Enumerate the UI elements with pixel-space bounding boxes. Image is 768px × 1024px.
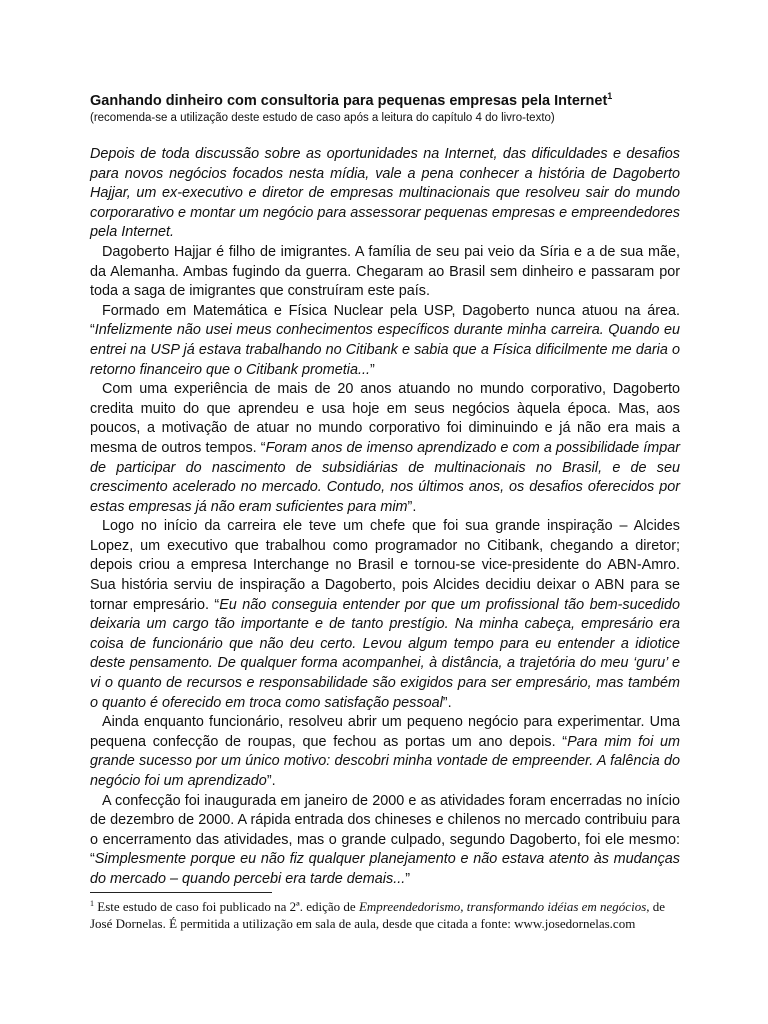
paragraph-4-quote: Eu não conseguia entender por que um profissional tão bem-sucedido deixaria um cargo tão importante e de tanto prestígio. Na minha cabeça, empresário era coisa de funcionário que não deu certo. Levou algum tempo para eu entender a idiotice deste pensamento. De qualquer forma acompanhei, à distância, a trajetória do meu ‘guru’ e vi o quanto de recursos e responsabilidade são exigidos para ser empresário, mas também o quanto é oferecido em troca como satisfação pessoal: [90, 596, 680, 711]
paragraph-4-text: Logo no início da carreira ele teve um chefe que foi sua grande inspiração – Alcides Lopez, um executivo que trabalhou como programador no Citibank, chegando a diretor; depois criou a empresa Interchange no Brasil e tornou-se vice-presidente do ABN-Amro. Sua história serviu de inspiração a Dagoberto, pois Alcides decidiu deixar o ABN para se tornar empresário. “: [90, 518, 680, 613]
paragraph-1: Dagoberto Hajjar é filho de imigrantes. A família de seu pai veio da Síria e a de sua mãe, da Alemanha. Ambas fugindo da guerra. Chegaram ao Brasil sem dinheiro e passaram por toda a saga de imigrantes que construíram este país.: [90, 243, 680, 300]
title-text: Ganhando dinheiro com consultoria para pequenas empresas pela Internet: [90, 93, 608, 109]
paragraph-5-text: Ainda enquanto funcionário, resolveu abrir um pequeno negócio para experimentar. Uma pequena confecção de roupas, que fechou as portas um ano depois. “: [90, 714, 680, 750]
document-title: [90, 92, 680, 110]
footnote: [90, 898, 690, 932]
paragraph-3: [90, 380, 680, 517]
document-subtitle: (recomenda-se a utilização deste estudo de caso após a leitura do capítulo 4 do livro-texto): [90, 112, 555, 124]
footnote-divider: [90, 892, 272, 893]
paragraph-2: [90, 302, 680, 380]
paragraph-3-quote: Foram anos de imenso aprendizado e com a possibilidade ímpar de participar do nascimento de subsidiárias de multinacionais no Brasil, e de seu crescimento acelerado no mercado. Contudo, nos últimos anos, os desafios oferecidos por estas empresas já não eram suficientes para mim: [90, 439, 681, 515]
paragraph-5-quote: Para mim foi um grande sucesso por um único motivo: descobri minha vontade de empreender. A falência do negócio foi um aprendizado: [90, 733, 680, 789]
footnote-book-title: Empreendedorismo, transformando idéias em negócios: [358, 899, 647, 914]
paragraph-5: [90, 713, 680, 791]
title-footnote-ref: 1: [607, 91, 613, 101]
paragraph-2-text: Formado em Matemática e Física Nuclear pela USP, Dagoberto nunca atuou na área. “: [90, 302, 680, 339]
paragraph-4-end: ”.: [442, 694, 452, 711]
footnote-text-before: Este estudo de caso foi publicado na 2ª. edição de: [94, 899, 359, 914]
document-page: [90, 92, 680, 890]
paragraph-6-end: ”: [405, 870, 410, 887]
paragraph-4: [90, 517, 680, 713]
paragraph-3-end: ”.: [407, 498, 417, 515]
paragraph-5-end: ”.: [266, 773, 276, 789]
footnote-text-after: , de José Dornelas. É permitida a utilização em sala de aula, desde que citada a fonte: www.josedornelas.com: [90, 899, 666, 931]
footnote-number: 1: [90, 899, 94, 908]
paragraph-6: [90, 792, 680, 890]
document-body: [90, 145, 680, 890]
paragraph-6-quote: Simplesmente porque eu não fiz qualquer planejamento e não estava atento às mudanças do mercado – quando percebi era tarde demais...: [90, 851, 680, 887]
paragraph-3-text: Com uma experiência de mais de 20 anos atuando no mundo corporativo, Dagoberto credita muito do que aprendeu e usa hoje em seus negócios àquela época. Mas, aos poucos, a motivação de atuar no mundo corporativo foi diminuindo e já não era mais a mesma de outros tempos. “: [90, 381, 680, 456]
paragraph-6-text: A confecção foi inaugurada em janeiro de 2000 e as atividades foram encerradas no início de dezembro de 2000. A rápida entrada dos chineses e chilenos no mercado contribuiu para o encerramento das atividades, mas o grande culpado, segundo Dagoberto, foi ele mesmo: “: [90, 792, 680, 868]
paragraph-2-quote: Infelizmente não usei meus conhecimentos específicos durante minha carreira. Quando eu entrei na USP já estava trabalhando no Citibank e sabia que a Física dificilmente me daria o retorno financeiro que o Citibank prometia...: [90, 322, 680, 378]
intro-paragraph: Depois de toda discussão sobre as oportunidades na Internet, das dificuldades e desafios para novos negócios focados nesta mídia, vale a pena conhecer a história de Dagoberto Hajjar, um ex-executivo e diretor de empresas multinacionais que resolveu sair do mundo corporarativo e montar um negócio para assessorar pequenas empresas e empreendedores pela Internet.: [90, 146, 680, 241]
paragraph-2-end: ”: [369, 361, 375, 378]
